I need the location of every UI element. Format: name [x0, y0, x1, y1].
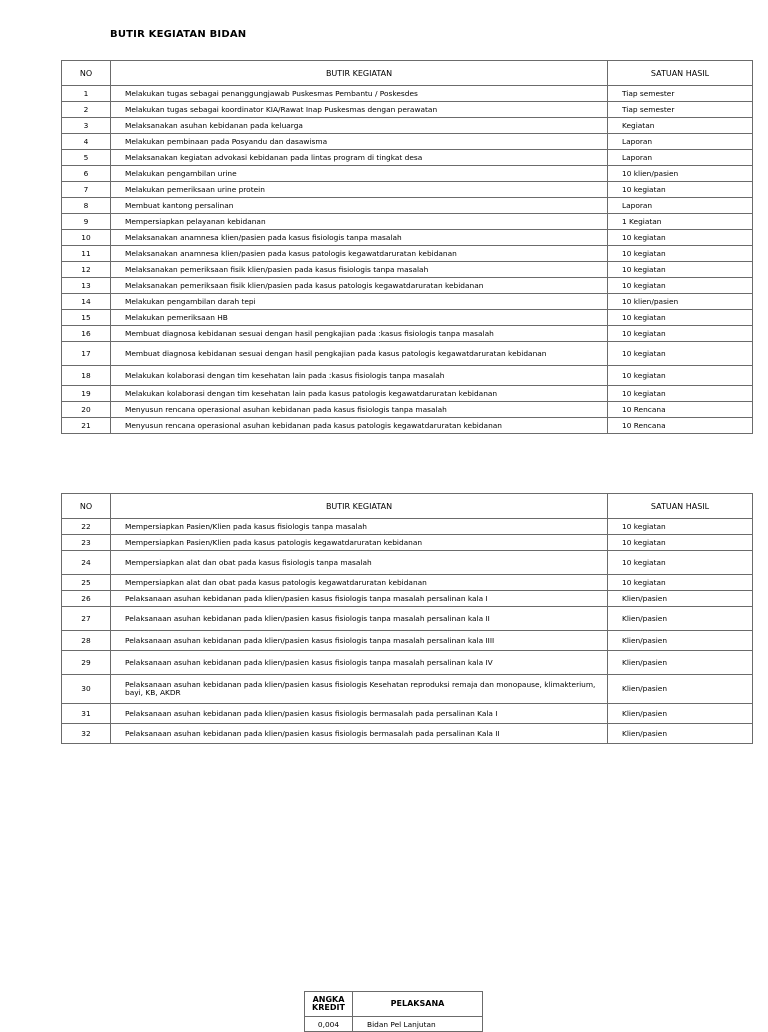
- row-unit: 10 kegiatan: [608, 310, 753, 326]
- row-unit: Klien/pasien: [608, 724, 753, 744]
- table-row: [62, 246, 753, 262]
- table-header-row: [62, 61, 753, 86]
- row-no: 30: [62, 675, 111, 704]
- row-no: 19: [62, 386, 111, 402]
- row-item: Mempersiapkan pelayanan kebidanan: [111, 214, 608, 230]
- table-row: [62, 631, 753, 651]
- page-title: BUTIR KEGIATAN BIDAN: [110, 29, 247, 40]
- header-no: NO: [62, 61, 111, 86]
- row-item: Menyusun rencana operasional asuhan kebidanan pada kasus patologis kegawatdaruratan kebidanan: [111, 418, 608, 434]
- row-no: 14: [62, 294, 111, 310]
- row-item: Melakukan pengambilan darah tepi: [111, 294, 608, 310]
- row-unit: 10 Rencana: [608, 418, 753, 434]
- table-row: [62, 262, 753, 278]
- row-unit: 10 kegiatan: [608, 278, 753, 294]
- row-item: Melakukan tugas sebagai penanggungjawab Puskesmas Pembantu / Poskesdes: [111, 86, 608, 102]
- row-no: 4: [62, 134, 111, 150]
- row-no: 18: [62, 366, 111, 386]
- row-no: 28: [62, 631, 111, 651]
- row-item: Membuat diagnosa kebidanan sesuai dengan hasil pengkajian pada kasus patologis kegawatdaruratan kebidanan: [111, 342, 608, 366]
- row-item: Melaksanakan kegiatan advokasi kebidanan pada lintas program di tingkat desa: [111, 150, 608, 166]
- row-item: Melaksanakan pemeriksaan fisik klien/pasien pada kasus patologis kegawatdaruratan kebidanan: [111, 278, 608, 294]
- row-item: Membuat kantong persalinan: [111, 198, 608, 214]
- row-no: 5: [62, 150, 111, 166]
- table-header-row: [62, 494, 753, 519]
- row-credit: 0,004: [305, 1017, 353, 1032]
- table-row: [62, 310, 753, 326]
- header-satuan-hasil: SATUAN HASIL: [608, 61, 753, 86]
- row-item: Melakukan pengambilan urine: [111, 166, 608, 182]
- row-unit: Tiap semester: [608, 86, 753, 102]
- row-item: Melaksanakan anamnesa klien/pasien pada kasus fisiologis tanpa masalah: [111, 230, 608, 246]
- row-item: Membuat diagnosa kebidanan sesuai dengan hasil pengkajian pada :kasus fisiologis tanpa masalah: [111, 326, 608, 342]
- row-item: Melakukan pemeriksaan urine protein: [111, 182, 608, 198]
- table-row: [62, 294, 753, 310]
- row-no: 16: [62, 326, 111, 342]
- row-item: Mempersiapkan Pasien/Klien pada kasus fisiologis tanpa masalah: [111, 519, 608, 535]
- table-row: [62, 342, 753, 366]
- row-item: Pelaksanaan asuhan kebidanan pada klien/pasien kasus fisiologis tanpa masalah persalinan kala IIII: [111, 631, 608, 651]
- row-unit: 10 kegiatan: [608, 575, 753, 591]
- row-unit: 10 Rencana: [608, 402, 753, 418]
- table-row: [62, 724, 753, 744]
- header-satuan-hasil: SATUAN HASIL: [608, 494, 753, 519]
- row-no: 8: [62, 198, 111, 214]
- header-no: NO: [62, 494, 111, 519]
- row-unit: Laporan: [608, 134, 753, 150]
- table-header-row: [305, 992, 483, 1017]
- row-no: 3: [62, 118, 111, 134]
- table-row: [62, 386, 753, 402]
- row-no: 2: [62, 102, 111, 118]
- row-no: 29: [62, 651, 111, 675]
- table-row: [62, 278, 753, 294]
- row-unit: 10 kegiatan: [608, 230, 753, 246]
- row-unit: Klien/pasien: [608, 631, 753, 651]
- table-row: [62, 182, 753, 198]
- row-unit: 10 kegiatan: [608, 519, 753, 535]
- table-row: [62, 607, 753, 631]
- row-no: 20: [62, 402, 111, 418]
- credit-table: [304, 991, 483, 1032]
- row-no: 24: [62, 551, 111, 575]
- row-item: Melakukan pemeriksaan HB: [111, 310, 608, 326]
- row-no: 23: [62, 535, 111, 551]
- row-unit: 10 kegiatan: [608, 182, 753, 198]
- row-no: 9: [62, 214, 111, 230]
- row-actor: Bidan Pel Lanjutan: [353, 1017, 483, 1032]
- row-unit: Klien/pasien: [608, 651, 753, 675]
- row-no: 13: [62, 278, 111, 294]
- row-item: Melaksanakan asuhan kebidanan pada keluarga: [111, 118, 608, 134]
- row-no: 26: [62, 591, 111, 607]
- row-unit: Kegiatan: [608, 118, 753, 134]
- table-row: [62, 535, 753, 551]
- row-item: Melakukan pembinaan pada Posyandu dan dasawisma: [111, 134, 608, 150]
- row-no: 1: [62, 86, 111, 102]
- table-row: [62, 150, 753, 166]
- header-butir-kegiatan: BUTIR KEGIATAN: [111, 494, 608, 519]
- table-row: [62, 134, 753, 150]
- table-row: [62, 102, 753, 118]
- row-item: Mempersiapkan alat dan obat pada kasus fisiologis tanpa masalah: [111, 551, 608, 575]
- table-row: [62, 166, 753, 182]
- row-no: 15: [62, 310, 111, 326]
- row-no: 32: [62, 724, 111, 744]
- row-no: 31: [62, 704, 111, 724]
- header-butir-kegiatan: BUTIR KEGIATAN: [111, 61, 608, 86]
- row-unit: 10 kegiatan: [608, 262, 753, 278]
- row-item: Mempersiapkan alat dan obat pada kasus patologis kegawatdaruratan kebidanan: [111, 575, 608, 591]
- row-unit: 10 kegiatan: [608, 342, 753, 366]
- row-item: Pelaksanaan asuhan kebidanan pada klien/pasien kasus fisiologis Kesehatan reproduksi remaja dan monopause, klimakterium, bayi, KB, AKDR: [111, 675, 608, 704]
- row-item: Melakukan kolaborasi dengan tim kesehatan lain pada kasus patologis kegawatdaruratan kebidanan: [111, 386, 608, 402]
- row-no: 21: [62, 418, 111, 434]
- row-no: 27: [62, 607, 111, 631]
- table-row: [62, 675, 753, 704]
- row-unit: Laporan: [608, 198, 753, 214]
- row-item: Melaksanakan anamnesa klien/pasien pada kasus patologis kegawatdaruratan kebidanan: [111, 246, 608, 262]
- row-unit: Klien/pasien: [608, 607, 753, 631]
- table-row: [62, 402, 753, 418]
- table-row: [62, 86, 753, 102]
- row-unit: Klien/pasien: [608, 675, 753, 704]
- row-no: 10: [62, 230, 111, 246]
- header-pelaksana: PELAKSANA: [353, 992, 483, 1017]
- table-row: [62, 326, 753, 342]
- row-unit: 10 kegiatan: [608, 246, 753, 262]
- row-unit: 10 kegiatan: [608, 326, 753, 342]
- table-row: [62, 214, 753, 230]
- row-unit: 10 kegiatan: [608, 535, 753, 551]
- table-row: [62, 591, 753, 607]
- row-item: Melakukan tugas sebagai koordinator KIA/Rawat Inap Puskesmas dengan perawatan: [111, 102, 608, 118]
- row-unit: 10 kegiatan: [608, 366, 753, 386]
- row-no: 22: [62, 519, 111, 535]
- row-unit: Klien/pasien: [608, 704, 753, 724]
- row-item: Pelaksanaan asuhan kebidanan pada klien/pasien kasus fisiologis bermasalah pada persalinan Kala II: [111, 724, 608, 744]
- table-row: [62, 704, 753, 724]
- row-unit: Tiap semester: [608, 102, 753, 118]
- table-row: [62, 651, 753, 675]
- row-no: 11: [62, 246, 111, 262]
- row-item: Menyusun rencana operasional asuhan kebidanan pada kasus fisiologis tanpa masalah: [111, 402, 608, 418]
- table-row: [62, 418, 753, 434]
- row-unit: Klien/pasien: [608, 591, 753, 607]
- row-no: 7: [62, 182, 111, 198]
- row-unit: 10 klien/pasien: [608, 294, 753, 310]
- table-row: [62, 575, 753, 591]
- row-item: Melaksanakan pemeriksaan fisik klien/pasien pada kasus fisiologis tanpa masalah: [111, 262, 608, 278]
- row-item: Pelaksanaan asuhan kebidanan pada klien/pasien kasus fisiologis bermasalah pada persalinan Kala I: [111, 704, 608, 724]
- row-unit: Laporan: [608, 150, 753, 166]
- row-unit: 10 kegiatan: [608, 551, 753, 575]
- row-item: Mempersiapkan Pasien/Klien pada kasus patologis kegawatdaruratan kebidanan: [111, 535, 608, 551]
- row-unit: 1 Kegiatan: [608, 214, 753, 230]
- row-item: Pelaksanaan asuhan kebidanan pada klien/pasien kasus fisiologis tanpa masalah persalinan kala II: [111, 607, 608, 631]
- row-no: 12: [62, 262, 111, 278]
- table-row: [62, 198, 753, 214]
- activity-table-1: [61, 60, 753, 434]
- table-row: [62, 366, 753, 386]
- row-no: 25: [62, 575, 111, 591]
- table-row: [62, 551, 753, 575]
- row-no: 17: [62, 342, 111, 366]
- table-row: [62, 118, 753, 134]
- row-unit: 10 kegiatan: [608, 386, 753, 402]
- row-unit: 10 klien/pasien: [608, 166, 753, 182]
- header-angka-kredit: ANGKA KREDIT: [305, 992, 353, 1017]
- row-no: 6: [62, 166, 111, 182]
- activity-table-2: [61, 493, 753, 744]
- row-item: Pelaksanaan asuhan kebidanan pada klien/pasien kasus fisiologis tanpa masalah persalinan kala I: [111, 591, 608, 607]
- table-row: [305, 1017, 483, 1032]
- row-item: Melakukan kolaborasi dengan tim kesehatan lain pada :kasus fisiologis tanpa masalah: [111, 366, 608, 386]
- row-item: Pelaksanaan asuhan kebidanan pada klien/pasien kasus fisiologis tanpa masalah persalinan kala IV: [111, 651, 608, 675]
- table-row: [62, 230, 753, 246]
- table-row: [62, 519, 753, 535]
